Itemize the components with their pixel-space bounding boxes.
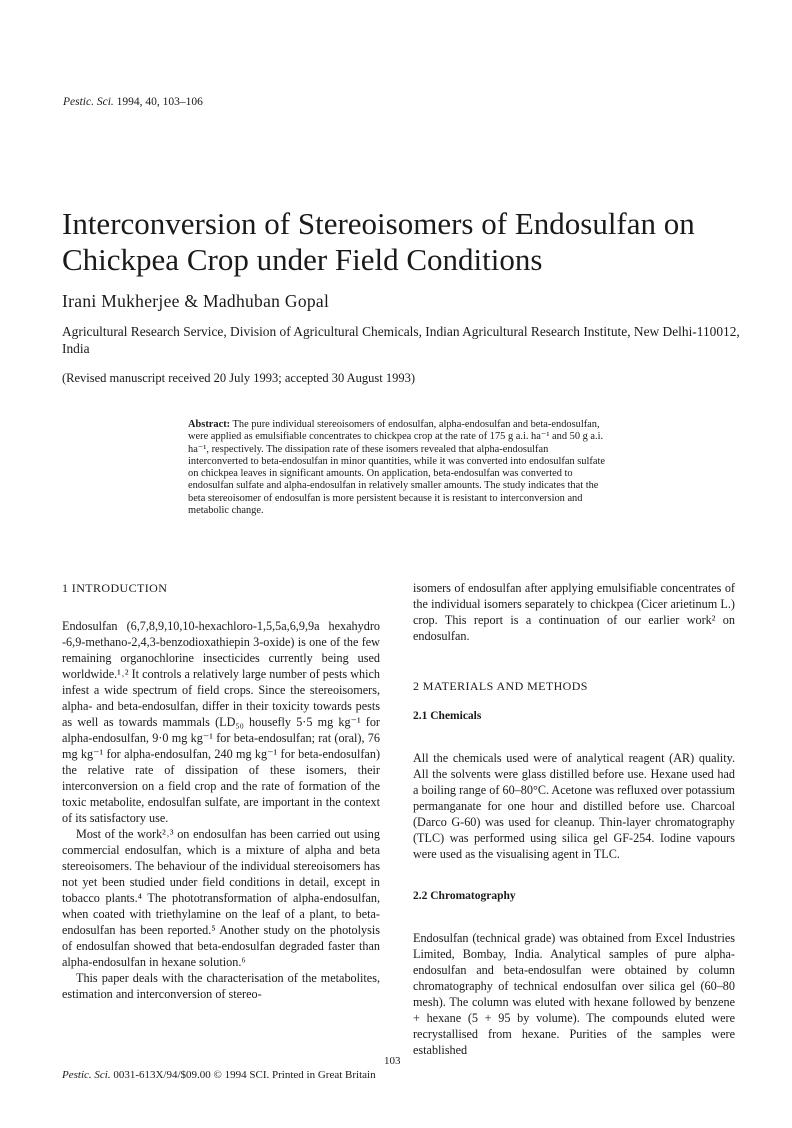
affiliation: Agricultural Research Service, Division of Agricultural Chemicals, Indian Agricultural Research Institute, New Delhi-110012, India (62, 324, 740, 356)
paper-title: Interconversion of Stereoisomers of Endosulfan on Chickpea Crop under Field Conditions (62, 206, 695, 277)
authors: Irani Mukherjee & Madhuban Gopal (62, 291, 330, 311)
abstract-label: Abstract: (188, 419, 231, 430)
abstract-text: The pure individual stereoisomers of endosulfan, alpha-endosulfan and beta-endosulfan, were applied as emulsifiable concentrates to chickpea crop at the rate of 175 g a.i. ha⁻¹ and 50 g a.i. ha⁻¹, respectively. The dissipation rate of these isomers revealed that alpha-endosulfan interconverted to beta-endosulfan in minor quantities, while it was converted into endosulfan sulfate on chickpea leaves in significant amounts. On application, beta-endosulfan was converted to endosulfan sulfate and alpha-endosulfan in relatively smaller amounts. The study indicates that the beta stereoisomer of endosulfan is more persistent because it is resistant to interconversion and metabolic change. (188, 419, 605, 517)
intro-paragraph-2: Most of the work²˒³ on endosulfan has been carried out using commercial endosulfan, which is a mixture of alpha and beta stereoisomers. The behaviour of the individual stereoisomers has not yet been studied under field conditions in detail, except in tobacco plants.⁴ The phototransformation of alpha-endosulfan, when coated with triethylamine on the leaf of a plant, to beta-endosulfan has been reported.⁵ Another study on the photolysis of endosulfan showed that beta-endosulfan degraded faster than alpha-endosulfan in hexane solution.⁶ (62, 827, 380, 969)
left-column (62, 580, 380, 1002)
journal-name: Pestic. Sci. (63, 96, 114, 108)
manuscript-dates: (Revised manuscript received 20 July 1993; accepted 30 August 1993) (62, 371, 416, 385)
page-number: 103 (384, 1055, 401, 1067)
footer-journal: Pestic. Sci. (62, 1069, 111, 1081)
subsection-heading-chromatography: 2.2 Chromatography (413, 890, 516, 902)
section-heading-introduction: 1 INTRODUCTION (62, 581, 168, 595)
footer (62, 1069, 376, 1081)
abstract (188, 419, 608, 517)
intro-paragraph-3: This paper deals with the characterisation of the metabolites, estimation and interconversion of stereo- (62, 971, 380, 1001)
right-column (413, 580, 735, 1058)
journal-volume-pages: 1994, 40, 103–106 (113, 96, 203, 108)
intro-continuation: isomers of endosulfan after applying emulsifiable concentrates of the individual isomers separately to chickpea (Cicer arietinum L.) crop. This report is a continuation of our earlier work² on endosulfan. (413, 581, 735, 643)
intro-paragraph-1: Endosulfan (6,7,8,9,10,10-hexachloro-1,5,5a,6,9,9a hexahydro -6,9-methano-2,4,3-benzodioxathiepin 3-oxide) is one of the few remaining organochlorine insecticides currently being used worldwide.¹˒² It controls a relatively large number of pests which infest a wide spectrum of field crops. Since the stereoisomers, alpha- and beta-endosulfan, differ in their toxicity towards pests as well as towards mammals (LD₅₀ housefly 5·5 mg kg⁻¹ for alpha-endosulfan, 9·0 mg kg⁻¹ for beta-endosulfan; rat (oral), 76 mg kg⁻¹ for alpha-endosulfan, 240 mg kg⁻¹ for beta-endosulfan) the relative rate of dissipation of these isomers, their interconversion on a field crop and the rate of formation of the toxic metabolite, endosulfan sulfate, are important in the context of its satisfactory use. (62, 619, 380, 825)
section-heading-materials-methods: 2 MATERIALS AND METHODS (413, 679, 588, 693)
chromatography-paragraph: Endosulfan (technical grade) was obtained from Excel Industries Limited, Bombay, India. Analytical samples of pure alpha-endosulfan and beta-endosulfan were obtained by column chromatography of technical endosulfan over silica gel (60–80 mesh). The column was eluted with hexane followed by benzene + hexane (5 + 95 by volume). The compounds eluted were recrystallised from hexane. Purities of the samples were established (413, 931, 735, 1057)
chemicals-paragraph: All the chemicals used were of analytical reagent (AR) quality. All the solvents were glass distilled before use. Hexane used had a boiling range of 60–80°C. Acetone was refluxed over potassium permanganate for one hour and distilled before use. Charcoal (Darco G-60) was used for cleanup. Thin-layer chromatography (TLC) was performed using silica gel GF-254. Iodine vapours were used as the visualising agent in TLC. (413, 751, 735, 861)
footer-text: 0031-613X/94/$09.00 © 1994 SCI. Printed in Great Britain (110, 1069, 376, 1081)
journal-reference (63, 96, 203, 108)
subsection-heading-chemicals: 2.1 Chemicals (413, 710, 482, 722)
